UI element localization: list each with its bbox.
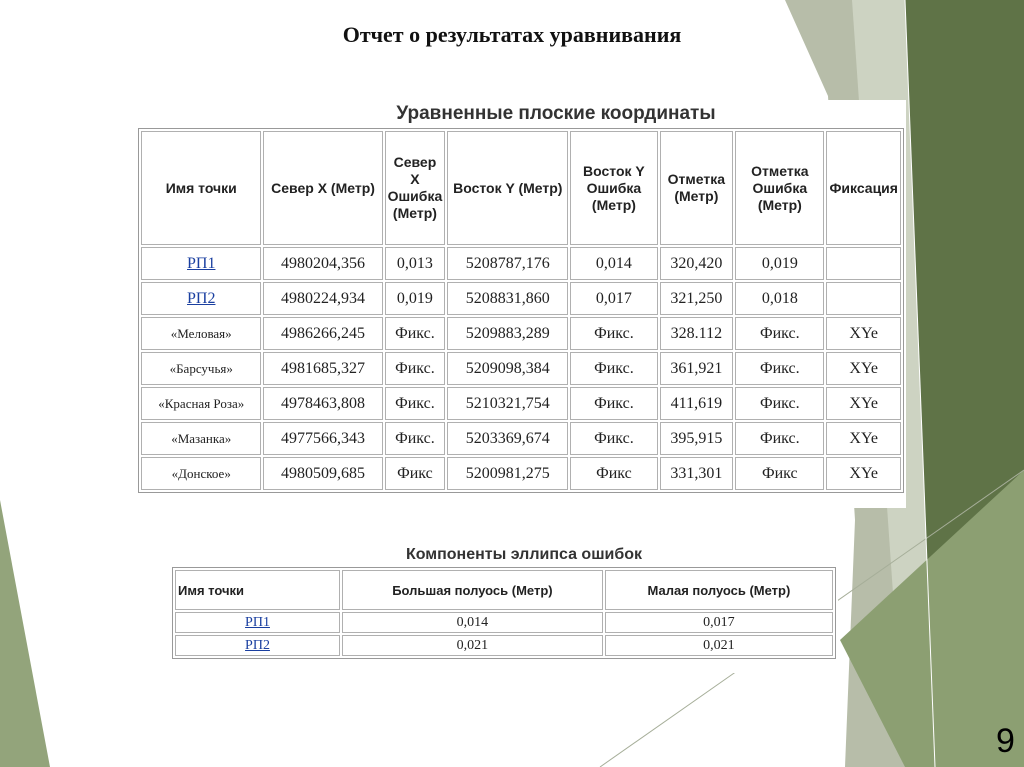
table-row: [141, 282, 901, 315]
elevation-cell: 395,915: [660, 422, 734, 455]
fixation-cell: XYe: [826, 317, 901, 350]
north-error-cell: Фикс.: [385, 317, 446, 350]
elevation-cell: 411,619: [660, 387, 734, 420]
error-ellipse-report: [170, 543, 838, 673]
elevation-error-cell: Фикс.: [735, 422, 824, 455]
point-name-cell: «Мазанка»: [141, 422, 261, 455]
north-cell: 4981685,327: [263, 352, 382, 385]
table-row: [175, 612, 833, 633]
table-row: [141, 247, 901, 280]
table-row: [141, 317, 901, 350]
point-name-cell[interactable]: [141, 247, 261, 280]
ellipse-table: [172, 567, 836, 659]
table-row: [175, 635, 833, 656]
bg-shape-bottom-left: [0, 500, 50, 767]
point-name-cell: «Красная Роза»: [141, 387, 261, 420]
coordinates-table: [138, 128, 904, 493]
point-link[interactable]: РП1: [187, 254, 216, 272]
north-error-cell: Фикс: [385, 457, 446, 490]
slide-title: Отчет о результатах уравнивания: [342, 22, 682, 47]
major-axis-cell: 0,014: [342, 612, 603, 633]
east-cell: 5203369,674: [447, 422, 568, 455]
ellipse-caption: Компоненты эллипса ошибок: [405, 546, 643, 563]
column-header: Фиксация: [826, 131, 901, 245]
point-name-cell[interactable]: [175, 635, 340, 656]
north-error-cell: Фикс.: [385, 352, 446, 385]
major-axis-cell: 0,021: [342, 635, 603, 656]
east-cell: 5209098,384: [447, 352, 568, 385]
north-cell: 4980224,934: [263, 282, 382, 315]
column-header: Малая полуось (Метр): [605, 570, 833, 610]
north-cell: 4980204,356: [263, 247, 382, 280]
north-error-cell: 0,019: [385, 282, 446, 315]
north-error-cell: 0,013: [385, 247, 446, 280]
east-error-cell: Фикс.: [570, 352, 657, 385]
elevation-cell: 331,301: [660, 457, 734, 490]
point-name-cell[interactable]: [141, 282, 261, 315]
column-header: Имя точки: [175, 570, 340, 610]
fixation-cell: [826, 247, 901, 280]
column-header: Имя точки: [141, 131, 261, 245]
page-number: 9: [996, 722, 1015, 760]
table-row: [141, 352, 901, 385]
table-row: [141, 457, 901, 490]
elevation-error-cell: 0,019: [735, 247, 824, 280]
east-cell: 5209883,289: [447, 317, 568, 350]
ellipse-header-row: [175, 570, 833, 610]
north-error-cell: Фикс.: [385, 387, 446, 420]
east-error-cell: Фикс: [570, 457, 657, 490]
east-error-cell: 0,014: [570, 247, 657, 280]
coordinates-caption: Уравненные плоские координаты: [396, 103, 716, 124]
column-header: Север X (Метр): [263, 131, 382, 245]
east-cell: 5210321,754: [447, 387, 568, 420]
elevation-cell: 361,921: [660, 352, 734, 385]
north-cell: 4986266,245: [263, 317, 382, 350]
east-cell: 5208787,176: [447, 247, 568, 280]
fixation-cell: XYe: [826, 387, 901, 420]
elevation-error-cell: Фикс.: [735, 352, 824, 385]
fixation-cell: XYe: [826, 422, 901, 455]
elevation-error-cell: 0,018: [735, 282, 824, 315]
north-cell: 4978463,808: [263, 387, 382, 420]
column-header: Север X Ошибка (Метр): [385, 131, 446, 245]
north-cell: 4977566,343: [263, 422, 382, 455]
point-link[interactable]: РП2: [187, 289, 216, 307]
elevation-error-cell: Фикс.: [735, 317, 824, 350]
minor-axis-cell: 0,021: [605, 635, 833, 656]
column-header: Восток Y Ошибка (Метр): [570, 131, 657, 245]
elevation-cell: 321,250: [660, 282, 734, 315]
column-header: Восток Y (Метр): [447, 131, 568, 245]
elevation-cell: 320,420: [660, 247, 734, 280]
column-header: Большая полуось (Метр): [342, 570, 603, 610]
north-error-cell: Фикс.: [385, 422, 446, 455]
coordinates-report: [136, 100, 906, 508]
fixation-cell: XYe: [826, 457, 901, 490]
north-cell: 4980509,685: [263, 457, 382, 490]
elevation-error-cell: Фикс.: [735, 387, 824, 420]
point-link[interactable]: РП1: [245, 614, 270, 630]
east-error-cell: 0,017: [570, 282, 657, 315]
column-header: Отметка (Метр): [660, 131, 734, 245]
minor-axis-cell: 0,017: [605, 612, 833, 633]
east-error-cell: Фикс.: [570, 422, 657, 455]
elevation-cell: 328.112: [660, 317, 734, 350]
point-name-cell: «Донское»: [141, 457, 261, 490]
fixation-cell: [826, 282, 901, 315]
fixation-cell: XYe: [826, 352, 901, 385]
elevation-error-cell: Фикс: [735, 457, 824, 490]
point-name-cell: «Меловая»: [141, 317, 261, 350]
column-header: Отметка Ошибка (Метр): [735, 131, 824, 245]
east-cell: 5208831,860: [447, 282, 568, 315]
table-row: [141, 422, 901, 455]
point-link[interactable]: РП2: [245, 637, 270, 653]
east-error-cell: Фикс.: [570, 387, 657, 420]
east-error-cell: Фикс.: [570, 317, 657, 350]
point-name-cell[interactable]: [175, 612, 340, 633]
table-row: [141, 387, 901, 420]
point-name-cell: «Барсучья»: [141, 352, 261, 385]
east-cell: 5200981,275: [447, 457, 568, 490]
coordinates-header-row: [141, 131, 901, 245]
